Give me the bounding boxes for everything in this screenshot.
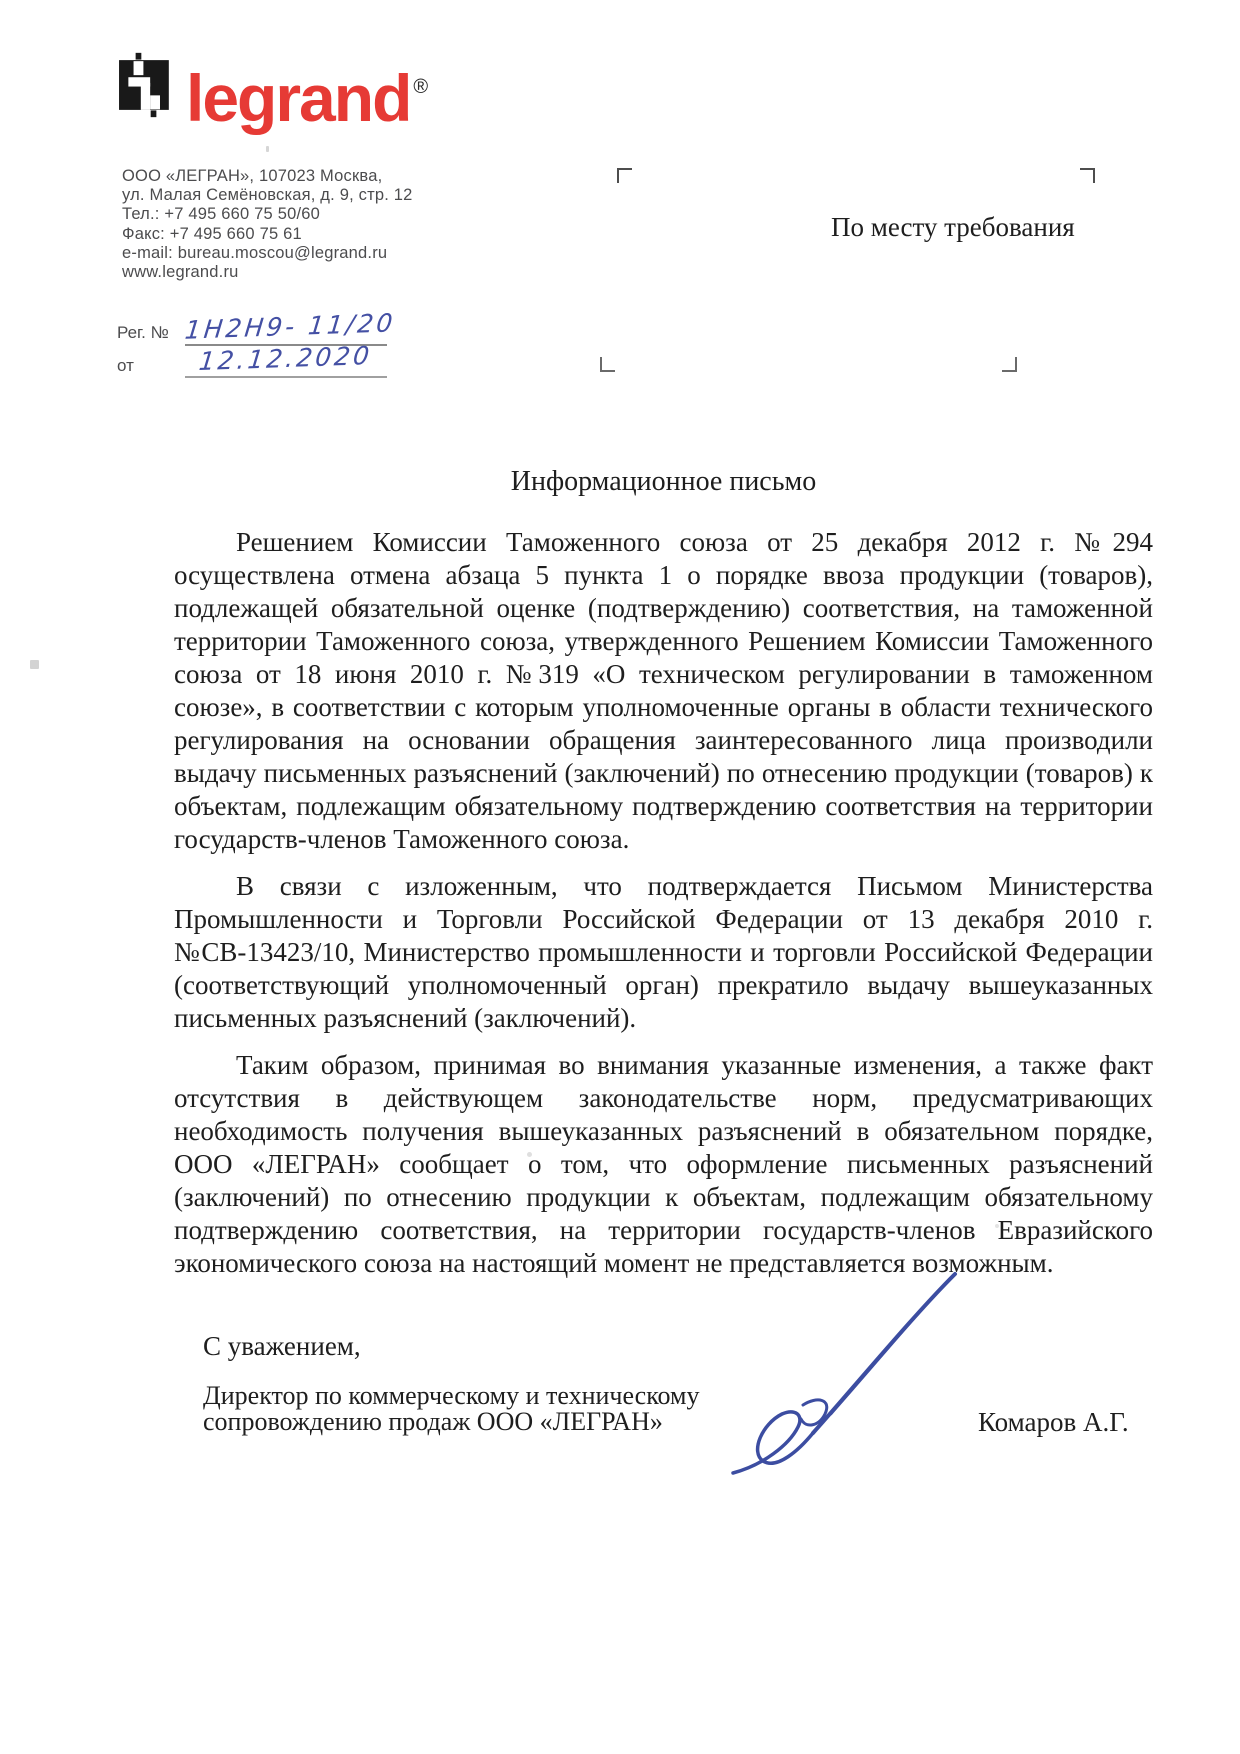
scan-speck [266,146,269,152]
address-corner-mark-bottom-left [600,357,615,372]
reg-date-handwritten-value: 12.12.2020 [197,340,375,377]
legrand-wordmark-text: legrand [186,61,411,135]
letter-title: Информационное письмо [510,466,817,497]
signer-position-block [203,1383,699,1435]
registered-trademark-symbol: ® [413,76,429,98]
address-corner-mark-top-left [617,168,632,183]
scan-speck [527,1152,532,1157]
sender-website-line: www.legrand.ru [122,263,239,282]
sender-address-block [122,167,413,282]
recipient-line: По месту требования [831,212,1075,242]
reg-date-field [185,340,387,378]
sender-fax-line: Факс: +7 495 660 75 61 [122,224,302,243]
sender-email-line: e-mail: bureau.moscou@legrand.ru [122,243,388,262]
letter-paragraph-3: Таким образом, принимая во внимания указанные изменения, а также факт отсутствия в действующем законодательстве норм, предусматривающих необходимость получения вышеуказанных разъяснений в обязательном порядке, ООО «ЛЕГРАН» сообщает о том, что оформление письменных разъяснений (заключений) по отнесению продукции к объектам, подлежащим обязательному подтверждению соответствия, на территории государств-членов Евразийского экономического союза на настоящий момент не представляется возможным. [174,1050,1153,1278]
reg-date-label: от [117,356,134,375]
letter-paragraph-1: Решением Комиссии Таможенного союза от 25 декабря 2012 г. №294 осуществлена отмена абзаца 5 пункта 1 о порядке ввоза продукции (товаров), подлежащей обязательной оценке (подтверждению) соответствия, на таможенной территории Таможенного союза, утвержденного Решением Комиссии Таможенного союза от 18 июня 2010 г. №319 «О техническом регулировании в таможенном союзе», в соответствии с которым уполномоченные органы в области технического регулирования на основании обращения заинтересованного лица производили выдачу письменных разъяснений (заключений) по отнесению продукции (товаров) к объектам, подлежащим обязательному подтверждению соответствия на территории государств-членов Таможенного союза. [174,527,1153,854]
scan-speck [995,1224,999,1228]
reg-number-handwritten-value: 1Н2Н9- 11/20 [183,308,397,345]
legrand-wordmark [186,56,429,135]
legrand-logo-mark-icon [118,52,174,118]
signer-name: Комаров А.Г. [978,1407,1129,1437]
address-corner-mark-top-right [1080,168,1095,183]
sender-address-line: ул. Малая Семёновская, д. 9, стр. 12 [122,186,413,205]
signer-position-line: Директор по коммерческому и техническому [203,1381,700,1410]
sender-phone-line: Тел.: +7 495 660 75 50/60 [122,205,321,224]
address-corner-mark-bottom-right [1002,357,1017,372]
closing-salutation: С уважением, [203,1331,361,1361]
legrand-logo [118,52,429,135]
letter-body [174,526,1153,1294]
scan-speck [30,660,39,669]
signer-position-line: сопровождению продаж ООО «ЛЕГРАН» [203,1407,663,1436]
sender-address-line: ООО «ЛЕГРАН», 107023 Москва, [122,167,383,185]
handwritten-signature-icon [705,1268,970,1483]
letter-paragraph-2: В связи с изложенным, что подтверждается Письмом Министерства Промышленности и Торговли Российской Федерации от 13 декабря 2010 г. №СВ-13423/10, Министерство промышленности и торговли Российской Федерации (соответствующий уполномоченный орган) прекратило выдачу вышеуказанных письменных разъяснений (заключений). [174,871,1153,1033]
reg-number-label: Рег. № [117,323,169,342]
